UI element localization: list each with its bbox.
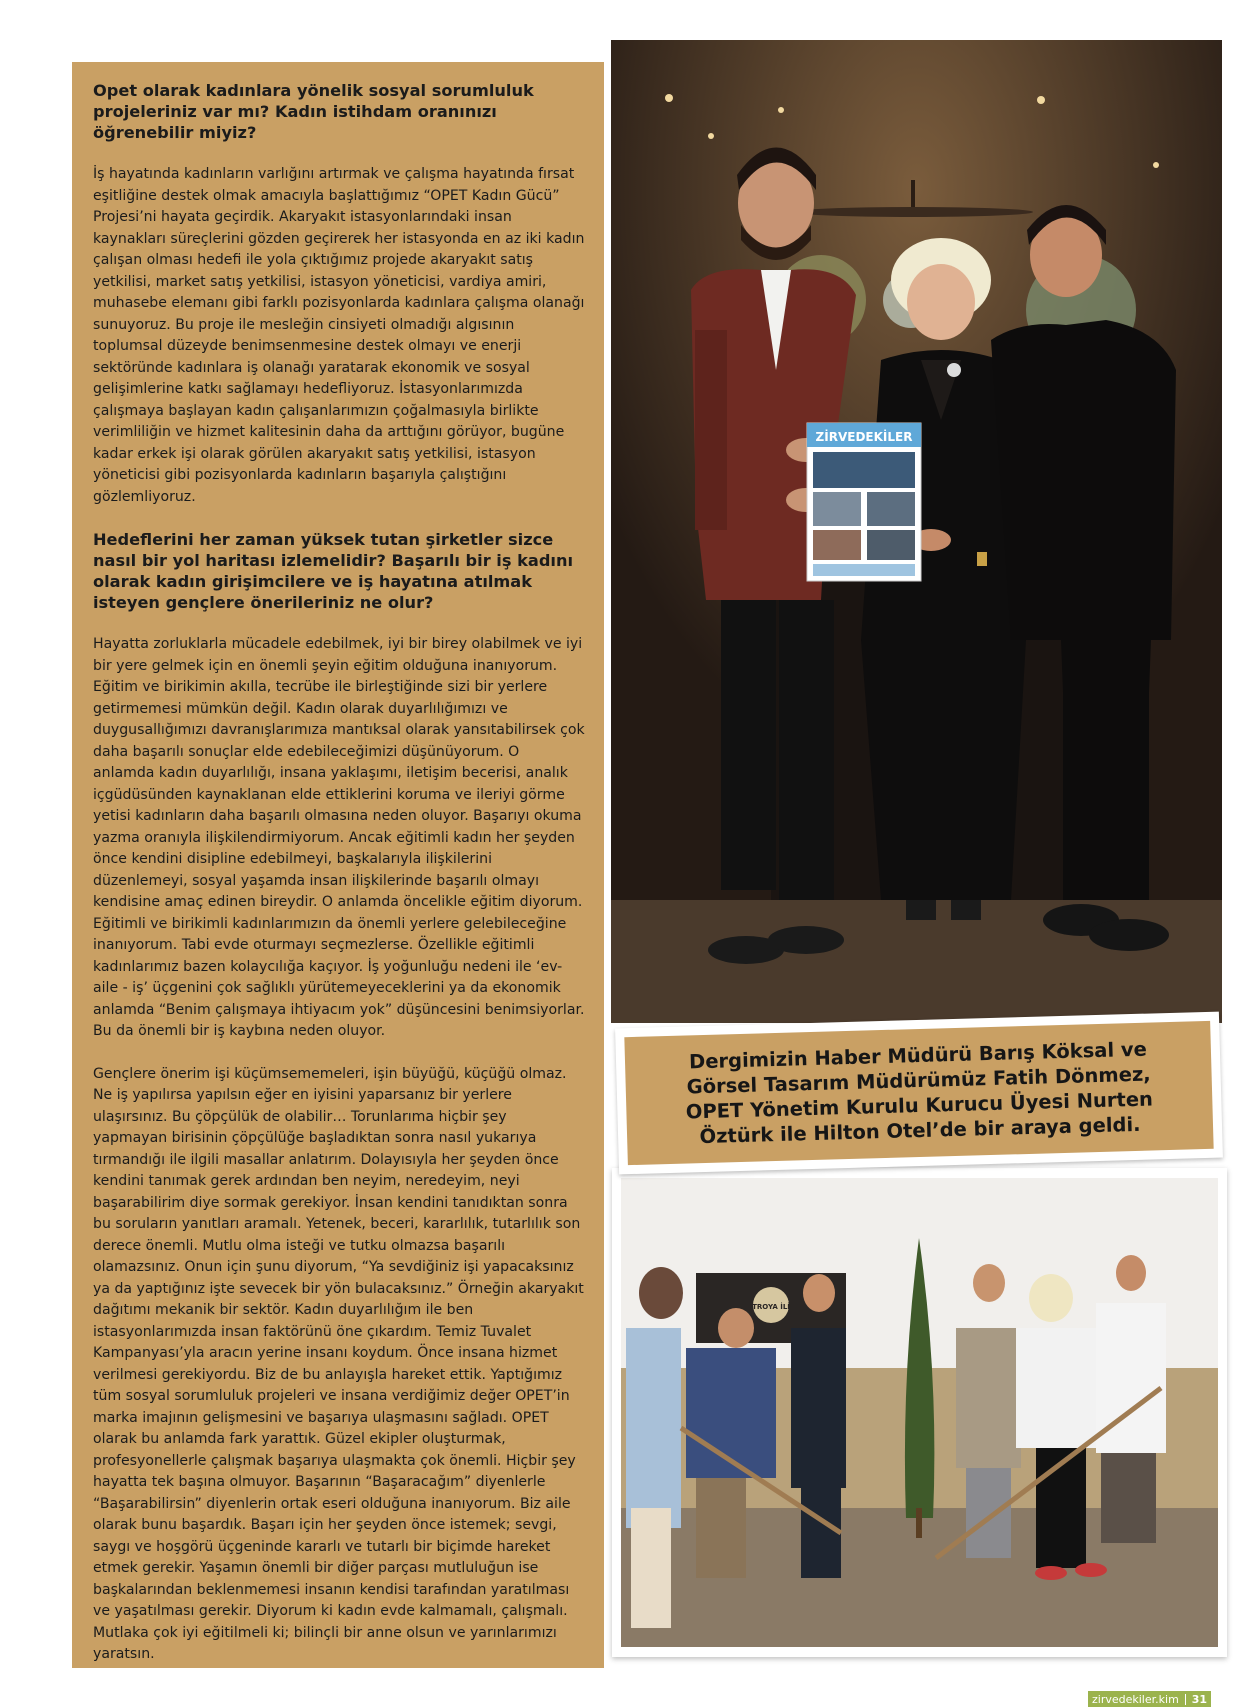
question-heading-2: Hedeflerini her zaman yüksek tutan şirketler sizce nasıl bir yol haritası izlemelidir? Başarılı bir iş kadını olarak kadın girişimcilere ve iş hayatına atılmak isteyen gençlere önerileriniz ne olur?: [93, 530, 574, 612]
answer-paragraph-3: Gençlere önerim işi küçümsememeleri, işin büyüğü, küçüğü olmaz. Ne iş yapılırsa yapılsın eğer en iyisini yaparsanız bir yerlere ulaşırsınız. Bu çöpçülük de olabilir… Torunlarıma hiçbir şey yapmayan birisinin çöpçülüğe başladıktan sonra nasıl yukarıya tırmandığı ile ilgili masallar anlatırım. Dolayısıyla her şeyden önce kendini tanımak gerek ardından ben neyim, neredeyim, neyi başarabilirim diye sormak gerekiyor. İnsan kendini tanıdıktan sonra bu soruların yanıtları aramalı. Yetenek, beceri, kararlılık, tutarlılık son derece önemli. Mutlu olma isteği ve tutku olmazsa başarılı olamazsınız. Onun için şunu diyorum, “Ya sevdiğiniz işi yapacaksınız ya da yaptığınız işte sevecek bir yön bulacaksınız.” Örneğin akaryakıt dağıtımı mekanik bir sektör. Kadın duyarlılığım ile ben istasyonlarımızda insan faktörünü öne çıkardım. Temiz Tuvalet Kampanyası’yla aracın yerine insanı koydum. Önce insana hizmet verilmesi gerekiyordu. Biz de bu anlayışla hareket ettik. Yaptığımız tüm sosyal sorumluluk projeleri ve insana verdiğimiz değer OPET’in marka imajının gelişmesini ve başarıya ulaşmasını sağladı. OPET olarak bu anlamda fark yarattık. Güzel ekipler oluşturmak, profesyonellerle çalışmak başarıya ulaşmakta çok önemli. Hiçbir şey hayatta tek başına olmuyor. Başarının “Başaracağım” diyenlerle “Başarabilirsin” diyenlerin ortak eseri olduğuna inanıyorum. Biz aile olarak bunu başardık. Başarı için her şeyden önce istemek; sevgi, saygı ve hoşgörü üçgeninde kararlı ve tutarlı bir biçimde hareket etmek gerekir. Yaşamın önemli bir diğer parçası mutluluğun ise başkalarından beklenmemesi insanın kendisi tarafından yaratılması ve yaşatılması gerekir. Diyorum ki kadın evde kalmamalı, çalışmalı. Mutlaka çok iyi eğitilmeli ki; bilinçli bir anne olsun ve yarınlarımızı yaratsın.: [93, 1065, 584, 1662]
answer-paragraph-2: Hayatta zorluklarla mücadele edebilmek, iyi bir birey olabilmek ve iyi bir yere gelmek için en önemli şeyin eğitim olduğuna inanıyorum. Eğitim ve birikimin akılla, tecrübe ile birleştiğinde sizi bir yerlere getirmemesi mümkün değil. Kadın olarak duyarlılığımızı ve duygusallığımızı davranışlarımıza mantıksal olarak yansıtabilirsek çok daha başarılı sonuçlar elde edebileceğimizi düşünüyorum. O anlamda kadın duyarlılığı, insana yaklaşımı, iletişim becerisi, analık içgüdüsünden kaynaklanan elde ettiklerini koruma ve ileriyi görme yetisi kadınların daha başarılı olmasına neden oluyor. Başarıyı okuma yazma oranıyla ilişkilendirmiyorum. Ancak eğitimli kadın her şeyden önce kendini disipline edebilmeyi, başkalarıyla ilişkilerini düzenlemeyi, sosyal yaşamda insan ilişkilerinde başarılı olmayı kendisine amaç edinen bireydir. O anlamda öncelikle eğitim diyorum. Eğitimli ve birikimli kadınlarımızın da önemli yerlere gelebileceğine inanıyorum. Tabi evde oturmayı seçmezlerse. Özellikle eğitimli kadınlarımız bazen kolaycılığa kaçıyor. İş yoğunluğu nedeni ile ‘ev- aile - iş’ üçgenini çok sağlıklı yürütemeyeceklerini ya da ekonomik anlamda “Benim çalışmaya ihtiyacım yok” düşüncesini benimsiyorlar. Bu da önemli bir iş kaybına neden oluyor.: [93, 636, 585, 1039]
photo-caption-inner: [624, 1021, 1213, 1165]
page-footer: [1088, 1691, 1211, 1707]
magazine-cover: [807, 423, 921, 581]
tree-planting-art: [621, 1178, 1218, 1647]
page-number: 31: [1191, 1692, 1208, 1706]
portrait-photo-art: [611, 40, 1222, 1023]
article-text-box: [72, 62, 604, 1668]
photo-caption: Dergimizin Haber Müdürü Barış Köksal ve Görsel Tasarım Müdürümüz Fatih Dönmez, OPET Yönetim Kurulu Kurucu Üyesi Nurten Öztürk ile Hilton Otel’de bir araya geldi.: [685, 1037, 1154, 1149]
answer-paragraph-1: İş hayatında kadınların varlığını artırmak ve çalışma hayatında fırsat eşitliğine destek olmak amacıyla başlattığımız “OPET Kadın Gücü” Projesi’ni hayata geçirdik. Akaryakıt istasyonlarındaki insan kaynakları süreçlerini gözden geçirerek her istasyonda en az iki kadın çalışan olması hedefi ile yola çıktığımız projede akaryakıt satış yetkilisi, market satış yetkilisi, istasyon yöneticisi, vardiya amiri, muhasebe elemanı gibi farklı pozisyonlarda kadınlara çalışma olanağı sunuyoruz. Bu proje ile mesleğin cinsiyeti olmadığı algısının toplumsal düzeyde benimsenmesine destek olmayı ve enerji sektöründe kadınlara iş olanağı yaratarak ekonomik ve sosyal gelişimlerine katkı sağlamayı hedefliyoruz. İstasyonlarımızda çalışmaya başlayan kadın çalışanlarımızın çoğalmasıyla birlikte verimliliğin ve hizmet kalitesinin daha da arttığını görüyor, bugüne kadar erkek işi olarak görülen akaryakıt satış yetkilisi, istasyon yöneticisi gibi pozisyonlarda kadınların başarıyla çalıştığını gözlemliyoruz.: [93, 166, 585, 505]
photo-caption-box: [615, 1012, 1223, 1175]
portrait-photo: [611, 40, 1222, 1023]
magazine-title: ZİRVEDEKİLER: [815, 430, 913, 444]
sign-logo-text: TROYA İLİ: [752, 1303, 790, 1311]
footer-site: zirvedekiler.kim: [1092, 1692, 1179, 1706]
tree-planting-photo: [621, 1178, 1218, 1647]
question-heading-1: Opet olarak kadınlara yönelik sosyal sorumluluk projeleriniz var mı? Kadın istihdam oranınızı öğrenebilir miyiz?: [93, 81, 534, 142]
footer-separator: [1185, 1694, 1186, 1705]
